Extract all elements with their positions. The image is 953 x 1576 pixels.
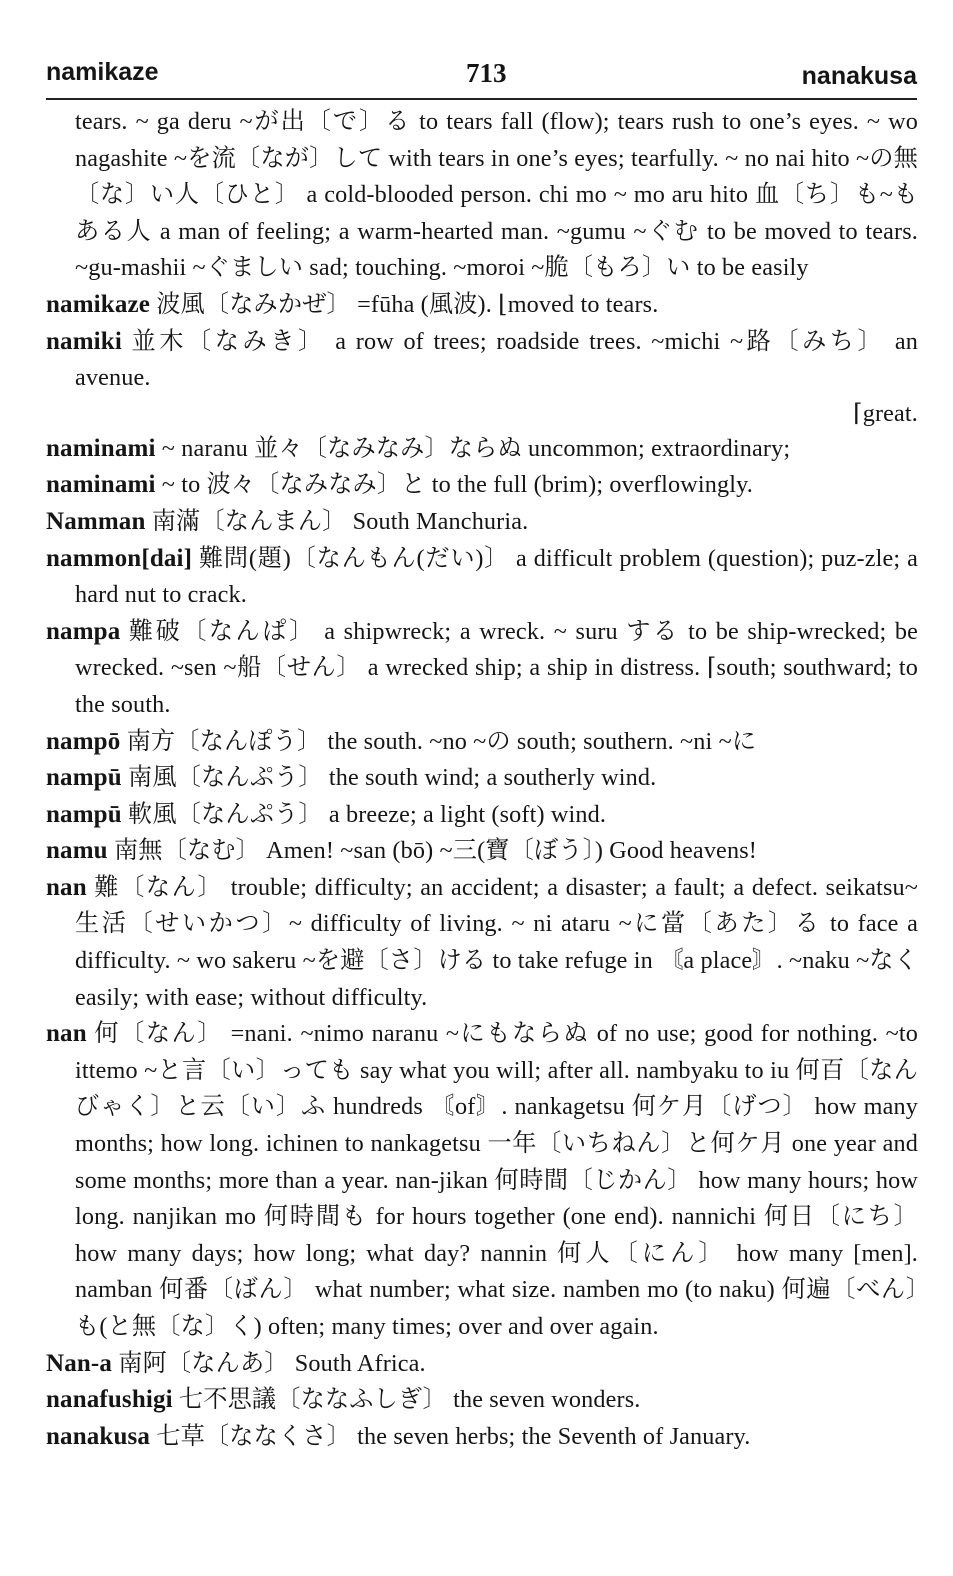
dictionary-entry bbox=[46, 724, 918, 761]
entry-headword: naminami bbox=[46, 471, 156, 499]
entry-text: 七不思議〔ななふしぎ〕 the seven wonders. bbox=[178, 1386, 641, 1414]
dictionary-entry bbox=[46, 614, 918, 724]
entry-headword: namikaze bbox=[46, 290, 150, 318]
dictionary-entry bbox=[46, 397, 918, 431]
dictionary-entry bbox=[46, 467, 918, 504]
entry-headword: nampū bbox=[46, 764, 122, 792]
entry-headword: nanakusa bbox=[46, 1422, 151, 1450]
page-number: 713 bbox=[466, 58, 507, 88]
entry-text: ~ naranu 並々〔なみなみ〕ならぬ uncommon; extraordinary; bbox=[161, 434, 791, 462]
entry-text: 難〔なん〕 trouble; difficulty; an accident; a disaster; a fault; a defect. seikatsu~ 生活〔せいかつ〕~ difficulty of living. ~ ni ataru ~に當〔あた〕る to face a difficulty. ~ wo sakeru ~を避〔さ〕ける to take refuge in 〘a place〙. ~naku ~なく easily; with ease; without difficulty. bbox=[75, 873, 918, 1011]
entry-text: 並木〔なみき〕 a row of trees; roadside trees. ~michi ~路〔みち〕 an avenue. bbox=[75, 327, 919, 392]
entry-text: 七草〔ななくさ〕 the seven herbs; the Seventh of January. bbox=[156, 1422, 751, 1450]
entry-headword: Namman bbox=[46, 507, 146, 535]
entry-text: 南無〔なむ〕 Amen! ~san (bō) ~三(寶〔ぼう〕) Good heavens! bbox=[113, 837, 757, 865]
left-guide-word: namikaze bbox=[46, 58, 159, 86]
entry-headword: nampa bbox=[46, 617, 121, 645]
entry-text: 南滿〔なんまん〕 South Manchuria. bbox=[151, 507, 529, 535]
entry-text: 波風〔なみかぜ〕 =fūha (風波). ⌊moved to tears. bbox=[156, 290, 659, 318]
dictionary-entry bbox=[46, 1419, 918, 1456]
entry-text: ⌈great. bbox=[853, 399, 918, 427]
dictionary-entry bbox=[46, 760, 918, 797]
entry-headword: nan bbox=[46, 873, 87, 901]
entry-text: 難問(題)〔なんもん(だい)〕 a difficult problem (question); puz-zle; a hard nut to crack. bbox=[75, 544, 918, 609]
entry-list bbox=[46, 104, 918, 1455]
entry-headword: Nan-a bbox=[46, 1349, 113, 1377]
dictionary-entry bbox=[46, 1346, 918, 1383]
entry-text: ~ to 波々〔なみなみ〕と to the full (brim); overflowingly. bbox=[161, 471, 754, 499]
right-guide-word: nanakusa bbox=[801, 62, 917, 90]
entry-text: 南風〔なんぷう〕 the south wind; a southerly wind. bbox=[128, 764, 657, 792]
entry-text: tears. ~ ga deru ~が出〔で〕る to tears fall (flow); tears rush to one’s eyes. ~ wo nagashite ~を流〔なが〕して with tears in one’s eyes; tearfully. ~ no nai hito ~の無〔な〕い人〔ひと〕 a cold-blooded person. chi mo ~ mo aru hito 血〔ち〕も~もある人 a man of feeling; a warm-hearted man. ~gumu ~ぐむ to be moved to tears. ~gu-mashii ~ぐましい sad; touching. ~moroi ~脆〔もろ〕い to be easily bbox=[75, 108, 918, 282]
dictionary-entry bbox=[46, 1382, 918, 1419]
dictionary-entry bbox=[46, 797, 918, 834]
dictionary-entry bbox=[46, 833, 918, 870]
entry-headword: nan bbox=[46, 1020, 87, 1048]
entry-headword: nammon[dai] bbox=[46, 544, 193, 572]
dictionary-entry bbox=[46, 870, 918, 1016]
entry-headword: naminami bbox=[46, 434, 156, 462]
entry-text: 軟風〔なんぷう〕 a breeze; a light (soft) wind. bbox=[128, 800, 607, 828]
entry-headword: namu bbox=[46, 837, 108, 865]
dictionary-entry bbox=[46, 104, 918, 287]
page-header bbox=[46, 52, 917, 92]
entry-text: 何〔なん〕 =nani. ~nimo naranu ~にもならぬ of no use; good for nothing. ~to ittemo ~と言〔い〕っても say what you will; after all. nambyaku to iu 何百〔なんびゃく〕と云〔い〕ふ hundreds 〘of〙. nankagetsu 何ケ月〔げつ〕 how many months; how long. ichinen to nankagetsu 一年〔いちねん〕と何ケ月 one year and some months; more than a year. nan-jikan 何時間〔じかん〕 how many hours; how long. nanjikan mo 何時間も for hours together (one end). nannichi 何日〔にち〕 how many days; how long; what day? nannin 何人〔にん〕 how many [men]. namban 何番〔ばん〕 what number; what size. namben mo (to naku) 何遍〔べん〕も(と無〔な〕く) often; many times; over and over again. bbox=[75, 1020, 918, 1340]
entry-headword: namiki bbox=[46, 327, 122, 355]
entry-headword: nampō bbox=[46, 727, 121, 755]
entry-text: 南阿〔なんあ〕 South Africa. bbox=[118, 1349, 426, 1377]
dictionary-entry bbox=[46, 324, 918, 397]
entry-text: 南方〔なんぽう〕 the south. ~no ~の south; southern. ~ni ~に bbox=[126, 727, 757, 755]
dictionary-entry bbox=[46, 541, 918, 614]
entry-headword: nampū bbox=[46, 800, 122, 828]
entry-headword: nanafushigi bbox=[46, 1386, 173, 1414]
dictionary-entry bbox=[46, 431, 918, 468]
header-rule bbox=[46, 98, 917, 100]
entry-text: 難破〔なんぱ〕 a shipwreck; a wreck. ~ suru する to be ship-wrecked; be wrecked. ~sen ~船〔せん〕 a wrecked ship; a ship in distress. ⌈south; southward; to the south. bbox=[75, 617, 919, 718]
dictionary-entry bbox=[46, 1016, 918, 1345]
dictionary-entry bbox=[46, 504, 918, 541]
dictionary-entry bbox=[46, 287, 918, 324]
